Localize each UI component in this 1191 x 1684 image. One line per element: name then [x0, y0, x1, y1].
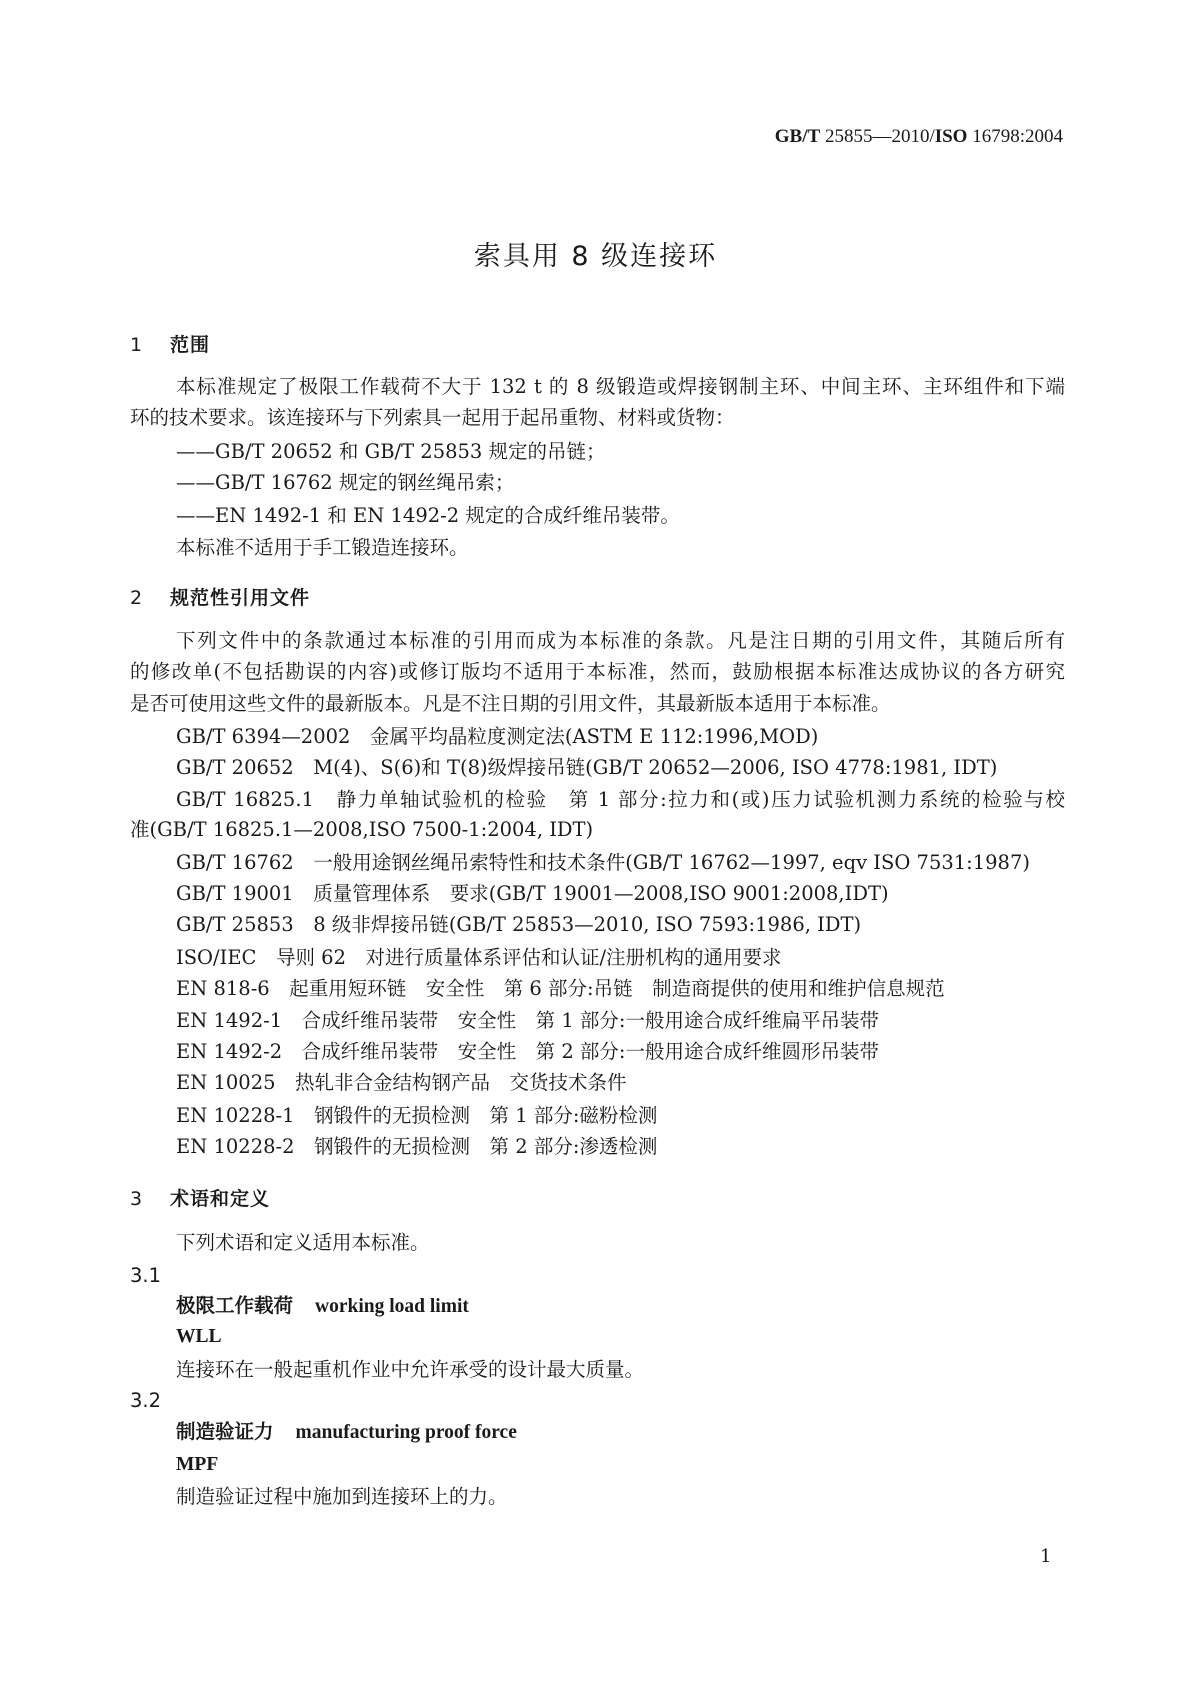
list-item: ——GB/T 16762 规定的钢丝绳吊索； [176, 471, 515, 494]
term-definition: 连接环在一般起重机作业中允许承受的设计最大质量。 [176, 1358, 645, 1381]
reference-item: EN 10228-2 钢锻件的无损检测 第 2 部分:渗透检测 [176, 1135, 658, 1158]
term-heading [176, 1294, 469, 1319]
reference-item: EN 10025 热轧非合金结构钢产品 交货技术条件 [176, 1071, 627, 1094]
reference-item: EN 1492-2 合成纤维吊装带 安全性 第 2 部分:一般用途合成纤维圆形吊装带 [176, 1040, 879, 1063]
reference-item: EN 10228-1 钢锻件的无损检测 第 1 部分:磁粉检测 [176, 1104, 658, 1127]
section-3-heading [130, 1184, 270, 1211]
term-zh: 极限工作载荷 [176, 1294, 294, 1317]
reference-item: EN 818-6 起重用短环链 安全性 第 6 部分:吊链 制造商提供的使用和维护信息规范 [176, 977, 945, 1000]
reference-item: GB/T 19001 质量管理体系 要求(GB/T 19001—2008,ISO 9001:2008,IDT) [176, 882, 889, 905]
iso-prefix: ISO [934, 126, 968, 147]
term-number: 3.2 [130, 1389, 162, 1412]
page-number: 1 [1040, 1546, 1052, 1567]
paragraph: 下列术语和定义适用本标准。 [176, 1231, 430, 1254]
std-number: 25855—2010/ [824, 126, 935, 147]
section-1-heading [130, 330, 210, 357]
reference-item: GB/T 25853 8 级非焊接吊链(GB/T 25853—2010, ISO 7593:1986, IDT) [176, 913, 862, 936]
term-zh: 制造验证力 [176, 1420, 274, 1443]
section-title: 规范性引用文件 [170, 587, 311, 609]
section-number: 1 [130, 334, 143, 356]
term-abbreviation: MPF [176, 1454, 219, 1475]
term-abbreviation: WLL [176, 1326, 222, 1347]
term-definition: 制造验证过程中施加到连接环上的力。 [176, 1485, 508, 1508]
term-en: working load limit [315, 1296, 469, 1317]
paragraph-line: 下列文件中的条款通过本标准的引用而成为本标准的条款。凡是注日期的引用文件，其随后所有 [176, 629, 1065, 652]
term-heading [176, 1420, 517, 1445]
term-en: manufacturing proof force [295, 1422, 517, 1443]
paragraph-line: 环的技术要求。该连接环与下列索具一起用于起吊重物、材料或货物： [130, 406, 735, 429]
reference-item-continued: 准(GB/T 16825.1—2008,ISO 7500-1:2004, IDT) [130, 818, 594, 841]
paragraph-line: 本标准规定了极限工作载荷不大于 132 t 的 8 级锻造或焊接钢制主环、中间主环、主环组件和下端 [176, 375, 1065, 398]
paragraph: 本标准不适用于手工锻造连接环。 [176, 536, 469, 559]
reference-item: GB/T 16762 一般用途钢丝绳吊索特性和技术条件(GB/T 16762—1997, eqv ISO 7531:1987) [176, 851, 1030, 874]
reference-item: EN 1492-1 合成纤维吊装带 安全性 第 1 部分:一般用途合成纤维扁平吊装带 [176, 1009, 879, 1032]
term-number: 3.1 [130, 1264, 162, 1287]
standard-number-header [775, 126, 1063, 148]
section-number: 2 [130, 587, 143, 609]
std-prefix: GB/T [774, 126, 821, 147]
reference-item: GB/T 20652 M(4)、S(6)和 T(8)级焊接吊链(GB/T 20652—2006, ISO 4778:1981, IDT) [176, 756, 998, 779]
iso-number: 16798:2004 [972, 126, 1063, 147]
section-title: 术语和定义 [170, 1188, 271, 1210]
section-number: 3 [130, 1188, 143, 1210]
paragraph-line: 的修改单(不包括勘误的内容)或修订版均不适用于本标准，然而，鼓励根据本标准达成协议的各方研究 [130, 660, 1065, 683]
section-2-heading [130, 583, 310, 610]
reference-item: GB/T 16825.1 静力单轴试验机的检验 第 1 部分:拉力和(或)压力试验机测力系统的检验与校 [176, 788, 1065, 811]
list-item: ——GB/T 20652 和 GB/T 25853 规定的吊链； [176, 440, 606, 463]
paragraph-line: 是否可使用这些文件的最新版本。凡是不注日期的引用文件，其最新版本适用于本标准。 [130, 692, 891, 715]
section-title: 范围 [170, 334, 211, 356]
reference-item: ISO/IEC 导则 62 对进行质量体系评估和认证/注册机构的通用要求 [176, 946, 782, 969]
list-item: ——EN 1492-1 和 EN 1492-2 规定的合成纤维吊装带。 [176, 504, 680, 527]
document-title: 索具用 8 级连接环 [473, 241, 718, 272]
reference-item: GB/T 6394—2002 金属平均晶粒度测定法(ASTM E 112:1996,MOD) [176, 725, 819, 748]
